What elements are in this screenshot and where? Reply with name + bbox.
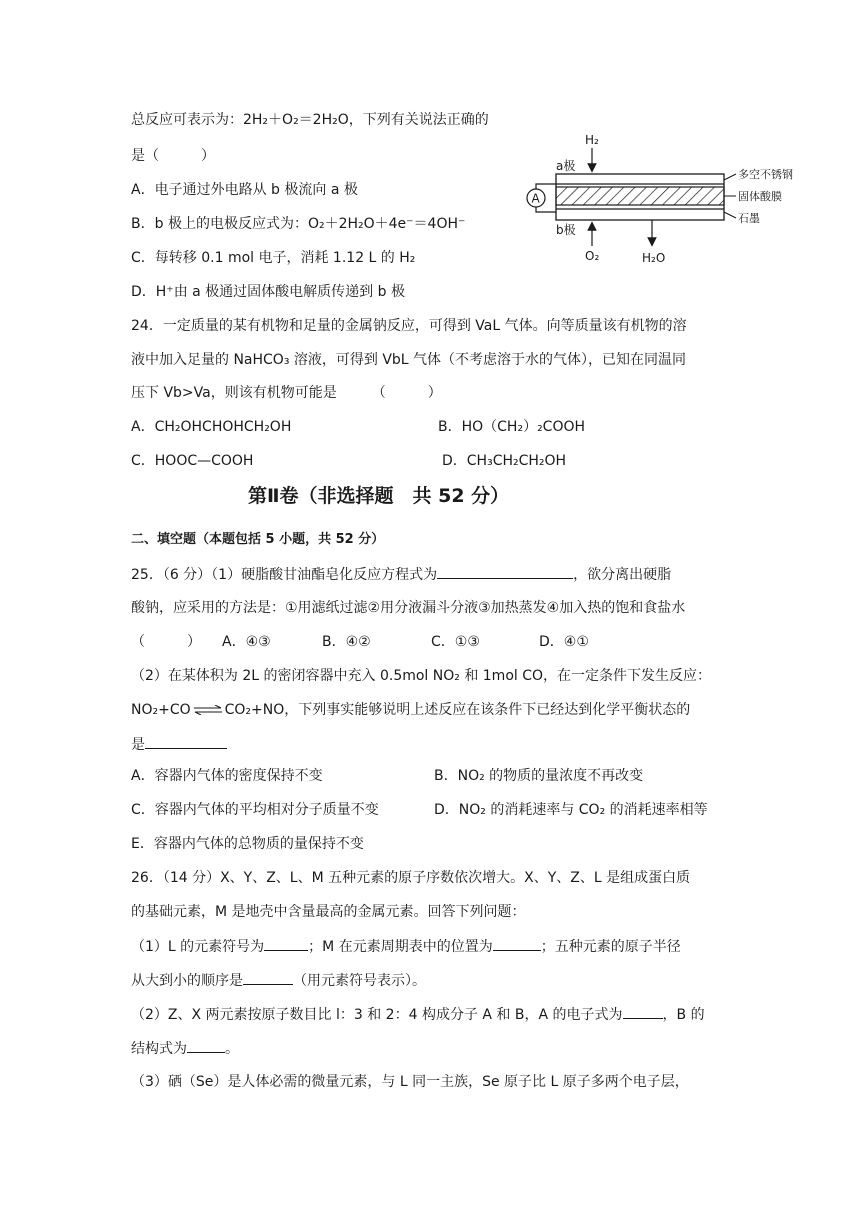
q24-option-b: B．HO（CH₂）₂COOH xyxy=(438,419,586,435)
q25-option-c: C．容器内气体的平均相对分子质量不变 xyxy=(131,802,379,818)
q23-option-a: A．电子通过外电路从 b 极流向 a 极 xyxy=(131,182,358,198)
q25-line-4: （2）在某体积为 2L 的密闭容器中充入 0.5mol NO₂ 和 1mol CO，在一定条件下发生反应： xyxy=(131,668,712,684)
a-pole-label: a极 xyxy=(556,159,576,173)
q25-option-a: A．容器内气体的密度保持不变 xyxy=(131,768,323,784)
q24-option-d: D．CH₃CH₂CH₂OH xyxy=(442,453,567,469)
q25-option-d: D．NO₂ 的消耗速率与 CO₂ 的消耗速率相等 xyxy=(434,802,708,818)
q25-products-text: CO₂+NO，下列事实能够说明上述反应在该条件下已经达到化学平衡状态的 xyxy=(224,702,691,718)
q25-option-e: E．容器内气体的总物质的量保持不变 xyxy=(131,836,364,852)
q23-option-d: D．H⁺由 a 极通过固体酸电解质传递到 b 极 xyxy=(131,284,405,300)
q26-line-1: 26．（14 分）X、Y、Z、L、M 五种元素的原子序数依次增大。X、Y、Z、L 是组成蛋白质 xyxy=(131,870,691,886)
q24-line-1: 24．一定质量的某有机物和足量的金属钠反应，可得到 VaL 气体。向等质量该有机物的溶 xyxy=(131,318,687,334)
q24-line-2: 液中加入足量的 NaHCO₃ 溶液，可得到 VbL 气体（不考虑溶于水的气体），已知在同温同 xyxy=(131,352,687,368)
q26-line-5-text-a: （2）Z、X 两元素按原子数目比 l：3 和 2：4 构成分子 A 和 B，A 的电子式为 xyxy=(131,1007,623,1023)
q26-blank-2[interactable] xyxy=(493,936,541,951)
q26-line-4-text-b: （用元素符号表示）。 xyxy=(293,973,426,989)
q25-option-b: B．NO₂ 的物质的量浓度不再改变 xyxy=(434,768,644,784)
solid-acid-membrane-label: 固体酸膜 xyxy=(738,190,782,203)
o2-label: O₂ xyxy=(585,249,600,263)
q25-line-5 xyxy=(131,700,690,720)
q26-blank-1[interactable] xyxy=(264,936,308,951)
q25-line-6 xyxy=(131,734,227,755)
q26-line-6-text-a: 结构式为 xyxy=(131,1041,187,1057)
q26-blank-4[interactable] xyxy=(623,1004,663,1019)
graphite-label: 石墨 xyxy=(738,212,760,225)
q25-line-6-text: 是 xyxy=(131,737,145,753)
q24-option-a: A．CH₂OHCHOHCH₂OH xyxy=(131,419,292,435)
leader-line-3 xyxy=(724,212,736,218)
q25-blank-2[interactable] xyxy=(145,734,227,749)
q26-line-5-text-b: ，B 的 xyxy=(662,1007,705,1023)
q25-choice-b: B．④② xyxy=(322,634,371,650)
b-pole-label: b极 xyxy=(556,223,576,237)
q25-line-3-paren: （ ） xyxy=(131,634,201,650)
section-2-heading: 二、填空题（本题包括 5 小题，共 52 分） xyxy=(131,532,385,547)
fuel-cell-diagram xyxy=(522,130,812,270)
q25-line-1 xyxy=(131,564,671,585)
q23-option-c: C．每转移 0.1 mol 电子，消耗 1.12 L 的 H₂ xyxy=(131,250,416,266)
q23-line-1: 总反应可表示为：2H₂＋O₂＝2H₂O，下列有关说法正确的 xyxy=(131,112,489,128)
q26-line-6-text-b: 。 xyxy=(225,1041,239,1057)
q25-line-1-text-a: 25．（6 分）（1）硬脂酸甘油酯皂化反应方程式为 xyxy=(131,567,438,583)
q26-line-2: 的基础元素，M 是地壳中含量最高的金属元素。回答下列问题： xyxy=(131,904,526,920)
q26-blank-5[interactable] xyxy=(187,1038,225,1053)
q26-line-3-text-a: （1）L 的元素符号为 xyxy=(131,939,265,955)
q26-line-5 xyxy=(131,1004,705,1025)
q26-line-3-text-b: ；M 在元素周期表中的位置为 xyxy=(308,939,493,955)
leader-line-1 xyxy=(724,174,736,180)
q26-line-3 xyxy=(131,936,681,957)
q25-choice-d: D．④① xyxy=(539,634,589,650)
q24-line-3: 压下 Vb>Va，则该有机物可能是 （ ） xyxy=(131,385,442,401)
q26-line-6 xyxy=(131,1038,239,1059)
solid-acid-membrane xyxy=(556,187,724,205)
q25-line-2: 酸钠，应采用的方法是：①用滤纸过滤②用分液漏斗分液③加热蒸发④加入热的饱和食盐水 xyxy=(131,600,686,616)
q26-line-7: （3）硒（Se）是人体必需的微量元素，与 L 同一主族，Se 原子比 L 原子多两个电子层， xyxy=(131,1074,689,1090)
stainless-steel-label: 多空不锈钢 xyxy=(738,168,793,181)
q25-choice-a: A．④③ xyxy=(222,634,271,650)
q23-line-2: 是（ ） xyxy=(131,148,215,164)
q25-choice-c: C．①③ xyxy=(431,634,480,650)
q25-line-1-text-b: ，欲分离出硬脂 xyxy=(573,567,672,583)
q23-option-b: B．b 极上的电极反应式为：O₂＋2H₂O＋4e⁻＝4OH⁻ xyxy=(131,216,466,232)
equilibrium-arrow-icon xyxy=(193,705,223,715)
q26-blank-3[interactable] xyxy=(243,970,293,985)
q24-option-c: C．HOOC—COOH xyxy=(131,453,254,469)
q25-reactants: NO₂+CO xyxy=(131,702,191,718)
h2-label: H₂ xyxy=(585,133,599,147)
section-2-title: 第Ⅱ卷（非选择题 共 52 分） xyxy=(248,485,510,507)
q26-line-3-text-c: ；五种元素的原子半径 xyxy=(540,939,681,955)
q26-line-4-text-a: 从大到小的顺序是 xyxy=(131,973,243,989)
q26-line-4 xyxy=(131,970,426,991)
h2o-label: H₂O xyxy=(642,251,666,265)
ammeter-label: A xyxy=(531,191,540,206)
q25-blank-1[interactable] xyxy=(437,564,573,579)
